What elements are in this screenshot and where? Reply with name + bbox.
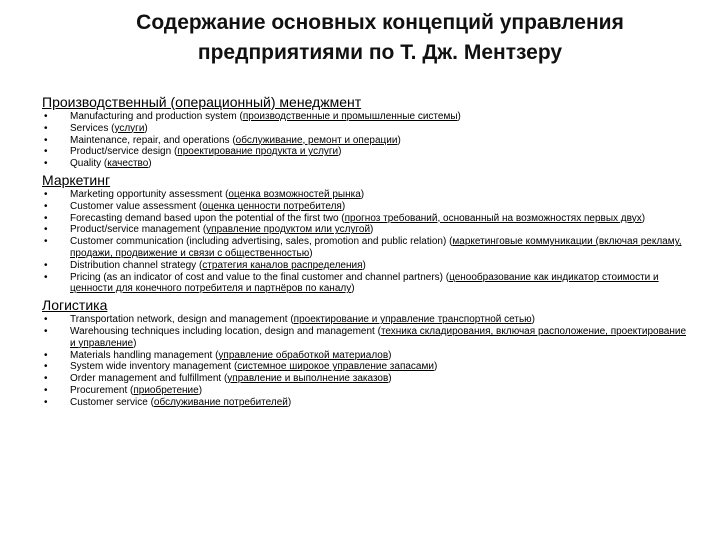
bullet-icon: • xyxy=(44,188,48,200)
list-item xyxy=(42,236,692,260)
item-tail: ) xyxy=(144,122,148,134)
list-item xyxy=(42,201,692,213)
item-en: Procurement ( xyxy=(70,384,134,396)
bullet-icon: • xyxy=(44,111,48,122)
list-item xyxy=(42,397,692,409)
bullet-icon: • xyxy=(44,224,48,236)
section-heading: Производственный (операционный) менеджмент xyxy=(42,94,362,110)
list-item xyxy=(42,146,692,158)
bullet-icon: • xyxy=(44,158,48,170)
bullet-list xyxy=(42,111,692,170)
content xyxy=(42,92,692,409)
item-en: Order management and fulfillment ( xyxy=(70,373,228,385)
section-logistics xyxy=(42,297,692,408)
item-ru: системное широкое управление запасами xyxy=(237,361,434,373)
item-tail: ) xyxy=(287,396,292,408)
item-en: Services ( xyxy=(70,122,115,134)
item-ru: управление и выполнение заказов xyxy=(227,373,389,385)
item-en: System wide inventory management ( xyxy=(70,361,238,373)
item-tail: ) xyxy=(457,111,461,122)
item-en: Quality ( xyxy=(70,158,108,170)
section-marketing xyxy=(42,172,692,295)
item-en: Marketing opportunity assessment ( xyxy=(70,188,229,200)
item-ru: качество xyxy=(107,158,149,170)
item-en: Forecasting demand based upon the potential of the first two ( xyxy=(70,212,345,224)
list-item xyxy=(42,260,692,272)
list-item xyxy=(42,361,692,373)
list-item xyxy=(42,350,692,362)
item-tail: ) xyxy=(360,188,365,200)
item-tail: ) xyxy=(351,283,355,295)
item-en: Product/service management ( xyxy=(70,224,207,236)
item-tail: ) xyxy=(362,259,366,271)
list-item xyxy=(42,224,692,236)
section-heading: Логистика xyxy=(42,297,108,314)
page-title xyxy=(40,8,720,68)
bullet-icon: • xyxy=(44,259,48,271)
item-ru: приобретение xyxy=(133,384,199,396)
item-ru: стратегия каналов распределения xyxy=(202,259,363,271)
item-en: Product/service design ( xyxy=(70,146,178,158)
item-tail: ) xyxy=(309,247,313,259)
item-ru: ценообразование как индикатор стоимости и ценности для конечного потребителя и партнёров по каналу xyxy=(70,271,659,295)
list-item xyxy=(42,326,692,350)
item-ru: оценка возможностей рынка xyxy=(228,188,361,200)
bullet-icon: • xyxy=(44,200,48,212)
bullet-icon: • xyxy=(44,361,48,373)
list-item xyxy=(42,111,692,123)
bullet-icon: • xyxy=(44,396,48,408)
list-item xyxy=(42,373,692,385)
item-en: Customer value assessment ( xyxy=(70,200,203,212)
list-item xyxy=(42,385,692,397)
bullet-icon: • xyxy=(44,122,48,134)
item-en: Maintenance, repair, and operations ( xyxy=(70,134,236,146)
item-ru: производственные и промышленные системы xyxy=(242,111,458,122)
list-item xyxy=(42,158,692,170)
item-en: Transportation network, design and management ( xyxy=(70,314,294,326)
item-en: Materials handling management ( xyxy=(70,349,219,361)
item-ru: обслуживание потребителей xyxy=(153,396,288,408)
item-ru: управление обработкой материалов xyxy=(218,349,389,361)
item-ru: проектирование и управление транспортной сетью xyxy=(293,314,532,326)
item-ru: техника складирования, включая расположение, проектирование и управление xyxy=(70,325,687,349)
list-item xyxy=(42,213,692,225)
item-ru: оценка ценности потребителя xyxy=(202,200,342,212)
item-ru: проектирование продукта и услуги xyxy=(177,146,339,158)
item-tail: ) xyxy=(433,361,438,373)
item-ru: обслуживание, ремонт и операции xyxy=(235,134,398,146)
item-en: Pricing (as an indicator of cost and value to the final customer and channel partners) ( xyxy=(70,271,450,283)
list-item xyxy=(42,314,692,326)
item-tail: ) xyxy=(388,349,392,361)
item-ru: управление продуктом или услугой xyxy=(206,224,371,236)
bullet-icon: • xyxy=(44,384,48,396)
item-tail: ) xyxy=(198,384,203,396)
bullet-icon: • xyxy=(44,146,48,158)
bullet-icon: • xyxy=(44,314,48,326)
list-item xyxy=(42,123,692,135)
bullet-icon: • xyxy=(44,236,48,248)
list-item xyxy=(42,135,692,147)
item-tail: ) xyxy=(338,146,342,158)
item-en: Distribution channel strategy ( xyxy=(70,259,203,271)
item-tail: ) xyxy=(531,314,536,326)
section-operations xyxy=(42,94,692,170)
item-ru: маркетинговые коммуникации (включая рекламу, продажи, продвижение и связи с общественностью xyxy=(70,236,682,259)
bullet-icon: • xyxy=(44,349,48,361)
item-ru: прогноз требований, основанный на возможностях первых двух xyxy=(344,212,642,224)
list-item xyxy=(42,189,692,201)
item-en: Customer service ( xyxy=(70,396,154,408)
item-en: Customer communication (including advertising, sales, promotion and public relation) ( xyxy=(70,236,453,248)
bullet-icon: • xyxy=(44,325,48,337)
item-tail: ) xyxy=(397,134,401,146)
bullet-list xyxy=(42,314,692,408)
bullet-icon: • xyxy=(44,134,48,146)
title-line-1: Содержание основных концепций управления xyxy=(136,11,624,34)
item-ru: услуги xyxy=(114,122,145,134)
title-line-2: предприятиями по Т. Дж. Ментзеру xyxy=(197,41,563,64)
item-tail: ) xyxy=(148,158,152,170)
item-tail: ) xyxy=(370,224,374,236)
item-tail: ) xyxy=(641,212,646,224)
bullet-icon: • xyxy=(44,212,48,224)
section-heading: Маркетинг xyxy=(42,171,111,188)
bullet-icon: • xyxy=(44,373,48,385)
list-item xyxy=(42,272,692,296)
bullet-list xyxy=(42,189,692,295)
item-en: Warehousing techniques including location, design and management ( xyxy=(70,325,381,337)
item-tail: ) xyxy=(388,373,392,385)
item-tail: ) xyxy=(133,337,137,349)
item-tail: ) xyxy=(341,200,346,212)
item-en: Manufacturing and production system ( xyxy=(70,111,243,122)
bullet-icon: • xyxy=(44,271,48,283)
